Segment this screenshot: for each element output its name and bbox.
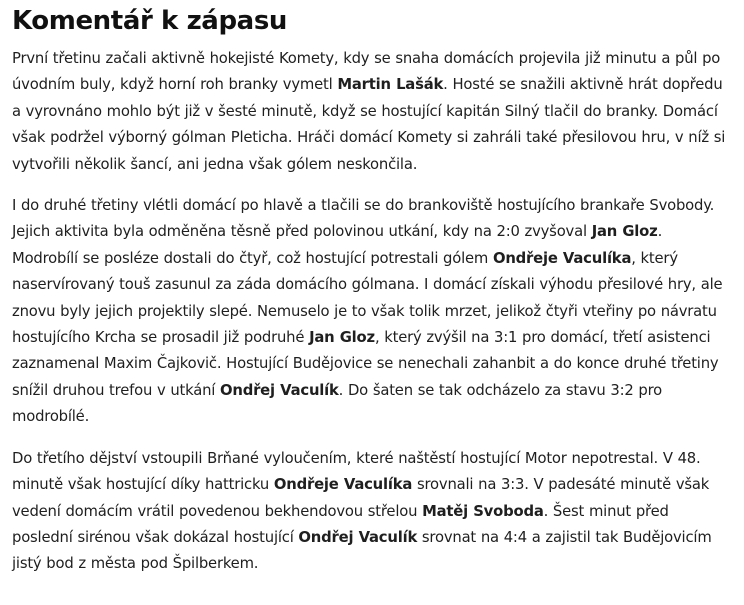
paragraph-text: . Hosté se snažili aktivně hrát dopředu a vyrovnáno mohlo být již v šesté minutě, když se hostující kapitán Silný tlačil do branky. Domácí však podržel výborný gólman Pleticha. Hráči domácí Komety si zahráli také přesilovou hru, v níž si vytvořili několik šancí, ani jedna však gólem neskončila. xyxy=(12,76,726,173)
commentary-paragraph xyxy=(12,446,732,578)
paragraph-text: . Modrobílí se posléze dostali do čtyř, což hostující potrestali gólem xyxy=(12,223,663,267)
commentary-body xyxy=(12,46,732,578)
paragraph-text: I do druhé třetiny vlétli domácí po hlavě a tlačili se do brankoviště hostujícího brankaře Svobody. Jejich aktivita byla odměněna těsně před polovinou utkání, kdy na 2:0 zvyšoval xyxy=(12,197,715,241)
player-name: Jan Gloz xyxy=(591,223,658,241)
paragraph-text: . Šest minut před poslední sirénou však dokázal hostující xyxy=(12,502,669,546)
commentary-paragraph xyxy=(12,46,732,178)
player-name: Ondřeje Vaculíka xyxy=(273,476,413,494)
player-name: Ondřeje Vaculíka xyxy=(492,249,632,267)
paragraph-text: , který zvýšil na 3:1 pro domácí, třetí asistenci zaznamenal Maxim Čajkovič. Hostující Budějovice se nenechali zahanbit a do konce druhé třetiny snížil druhou trefou v utkání xyxy=(12,329,719,399)
player-name: Ondřej Vaculík xyxy=(219,381,339,399)
page-title: Komentář k zápasu xyxy=(12,6,287,36)
paragraph-text: srovnali na 3:3. V padesáté minutě však vedení domácím vrátil povedenou bekhendovou střelou xyxy=(12,476,710,520)
paragraph-text: První třetinu začali aktivně hokejisté Komety, kdy se snaha domácích projevila již minutu a půl po úvodním buly, když horní roh branky vymetl xyxy=(12,50,721,94)
player-name: Ondřej Vaculík xyxy=(298,528,418,546)
commentary-paragraph xyxy=(12,193,732,431)
paragraph-text: , který naservírovaný touš zasunul za záda domácího gólmana. I domácí získali výhodu přesilové hry, ale znovu byly jejich projektily slepé. Nemuselo je to však tolik mrzet, jelikož čtyři vteřiny po návratu hostujícího Krcha se prosadil již podruhé xyxy=(12,249,723,347)
paragraph-text: srovnat na 4:4 a zajistil tak Budějovicím jistý bod z města pod Špilberkem. xyxy=(12,528,712,573)
paragraph-text: . Do šaten se tak odcházelo za stavu 3:2 pro modrobílé. xyxy=(12,381,662,426)
paragraph-text: Do třetího dějství vstoupili Brňané vyloučením, které naštěstí hostující Motor nepotrestal. V 48. minutě však hostující díky hattricku xyxy=(12,449,701,494)
player-name: Matěj Svoboda xyxy=(422,502,544,520)
player-name: Jan Gloz xyxy=(309,329,375,347)
player-name: Martin Lašák xyxy=(337,76,444,94)
